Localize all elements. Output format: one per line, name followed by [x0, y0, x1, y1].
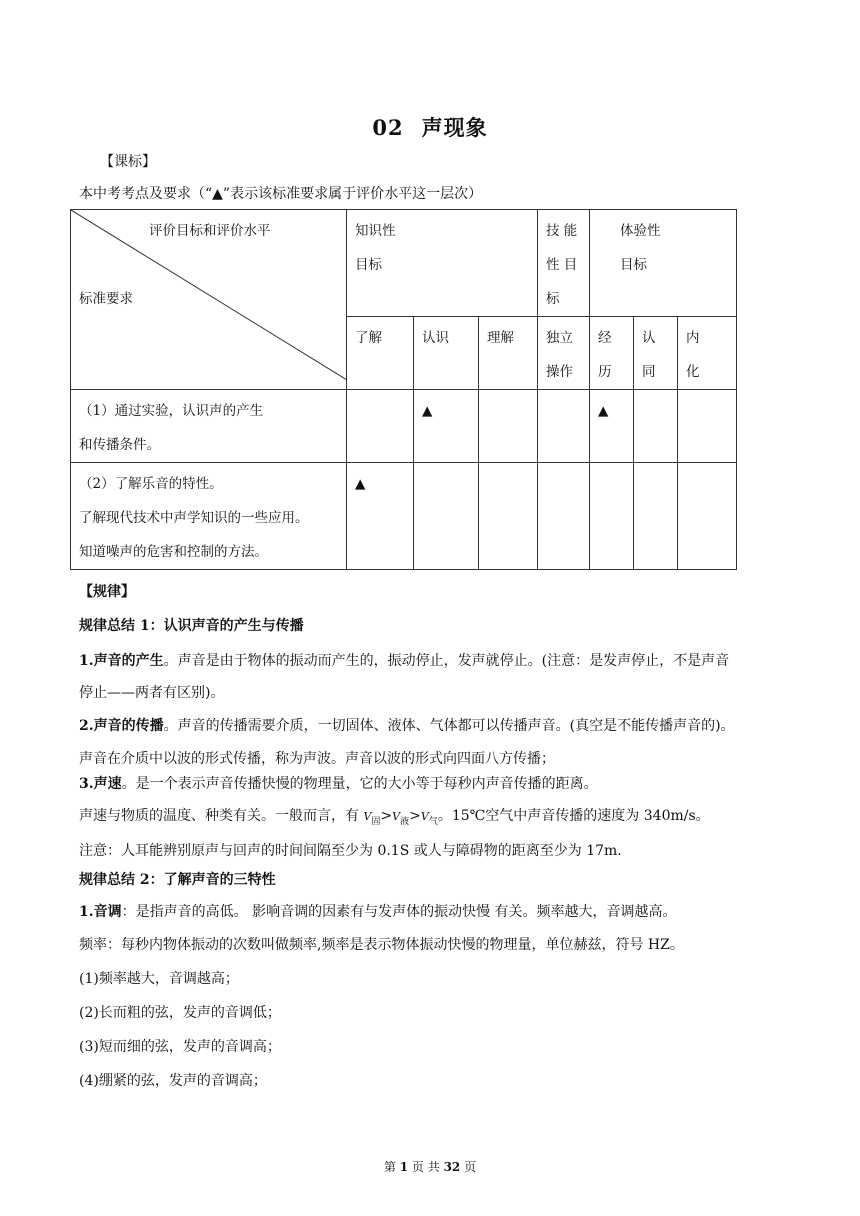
row2-renshi [414, 463, 479, 570]
row2-jingli [590, 463, 634, 570]
para-sound-production: 1.声音的产生。声音是由于物体的振动而产生的，振动停止，发声就停止。(注意：是发声停止，不是声音 [79, 653, 730, 669]
row2-requirement: （2）了解乐音的特性。 了解现代技术中声学知识的一些应用。 知道噪声的危害和控制的方法。 [71, 463, 347, 570]
row1-lijie [479, 390, 538, 463]
list-item: (4)绷紧的弦，发声的音调高； [79, 1073, 267, 1089]
section1-title: 规律总结 1：认识声音的产生与传播 [79, 618, 304, 634]
row2-liaojie [347, 463, 414, 570]
para-sound-production-cont: 停止——两者有区别)。 [79, 685, 225, 701]
sub-rentong: 认 同 [634, 317, 678, 390]
sub-renshi: 认识 [414, 317, 479, 390]
row2-duli [538, 463, 590, 570]
sub-liaojie: 了解 [347, 317, 414, 390]
para-pitch: 1.音调：是指声音的高低。 影响音调的因素有与发声体的振动快慢 有关。频率越大，音调越高。 [79, 904, 677, 920]
row1-requirement: （1）通过实验，认识声的产生 和传播条件。 [71, 390, 347, 463]
section2-title: 规律总结 2：了解声音的三特性 [79, 872, 276, 888]
para-frequency: 频率：每秒内物体振动的次数叫做频率,频率是表示物体振动快慢的物理量，单位赫兹，符号 HZ。 [79, 937, 684, 953]
sub-duli: 独立 操作 [538, 317, 590, 390]
total-pages: 32 [443, 1160, 461, 1174]
list-item: (2)长而粗的弦，发声的音调低； [79, 1005, 281, 1021]
page-title [0, 112, 860, 142]
para-sound-speed: 3.声速。是一个表示声音传播快慢的物理量，它的大小等于每秒内声音传播的距离。 [79, 776, 598, 792]
kebiao-heading: 【课标】 [100, 154, 156, 170]
triangle-mark: ▲ [598, 403, 609, 419]
rules-heading: 【规律】 [79, 584, 135, 600]
standards-table [70, 209, 737, 570]
header-experience-l1: 体验性 [620, 223, 661, 239]
para-speed-factors: 声速与物质的温度、种类有关。一般而言，有 $V_固>V_液>V_气$。15℃空气中声音传播的速度为 340m/s。 [79, 808, 710, 827]
row1-renshi [414, 390, 479, 463]
header-knowledge-l2: 目标 [355, 257, 382, 273]
chapter-number: 02 [372, 115, 404, 140]
row1-neihua [678, 390, 737, 463]
header-knowledge-l1: 知识性 [355, 223, 396, 239]
row2-neihua [678, 463, 737, 570]
para-sound-propagation: 2.声音的传播。声音的传播需要介质，一切固体、液体、气体都可以传播声音。(真空是不能传播声音的)。 [79, 718, 735, 734]
row2-rentong [634, 463, 678, 570]
diagonal-header-cell [71, 210, 347, 390]
header-experience [590, 210, 737, 317]
page-footer: 第 1 页 共 32 页 [383, 1160, 477, 1174]
intro-text: 本中考考点及要求（“▲”表示该标准要求属于评价水平这一层次） [79, 186, 483, 202]
para-sound-wave: 声音在介质中以波的形式传播，称为声波。声音以波的形式向四面八方传播； [79, 751, 555, 767]
para-echo-note: 注意：人耳能辨别原声与回声的时间间隔至少为 0.1S 或人与障碍物的距离至少为 17m. [79, 843, 622, 859]
triangle-mark: ▲ [355, 476, 366, 492]
row1-liaojie [347, 390, 414, 463]
triangle-mark: ▲ [422, 403, 433, 419]
sub-neihua: 内 化 [678, 317, 737, 390]
row1-duli [538, 390, 590, 463]
header-experience-l2: 目标 [620, 257, 647, 273]
row1-jingli [590, 390, 634, 463]
current-page: 1 [399, 1160, 409, 1174]
sub-lijie: 理解 [479, 317, 538, 390]
list-item: (3)短而细的弦，发声的音调高； [79, 1039, 281, 1055]
row1-rentong [634, 390, 678, 463]
chapter-title: 声现象 [421, 115, 488, 140]
header-skill-l3: 标 [546, 291, 560, 307]
diag-lower-label: 标准要求 [79, 291, 133, 307]
list-item: (1)频率越大，音调越高； [79, 971, 239, 987]
header-skill-l1: 技 能 [546, 223, 578, 239]
header-skill-l2: 性 目 [546, 257, 578, 273]
diag-upper-label: 评价目标和评价水平 [149, 223, 271, 239]
header-skill [538, 210, 590, 317]
header-knowledge [347, 210, 538, 317]
row2-lijie [479, 463, 538, 570]
sub-jingli: 经 历 [590, 317, 634, 390]
